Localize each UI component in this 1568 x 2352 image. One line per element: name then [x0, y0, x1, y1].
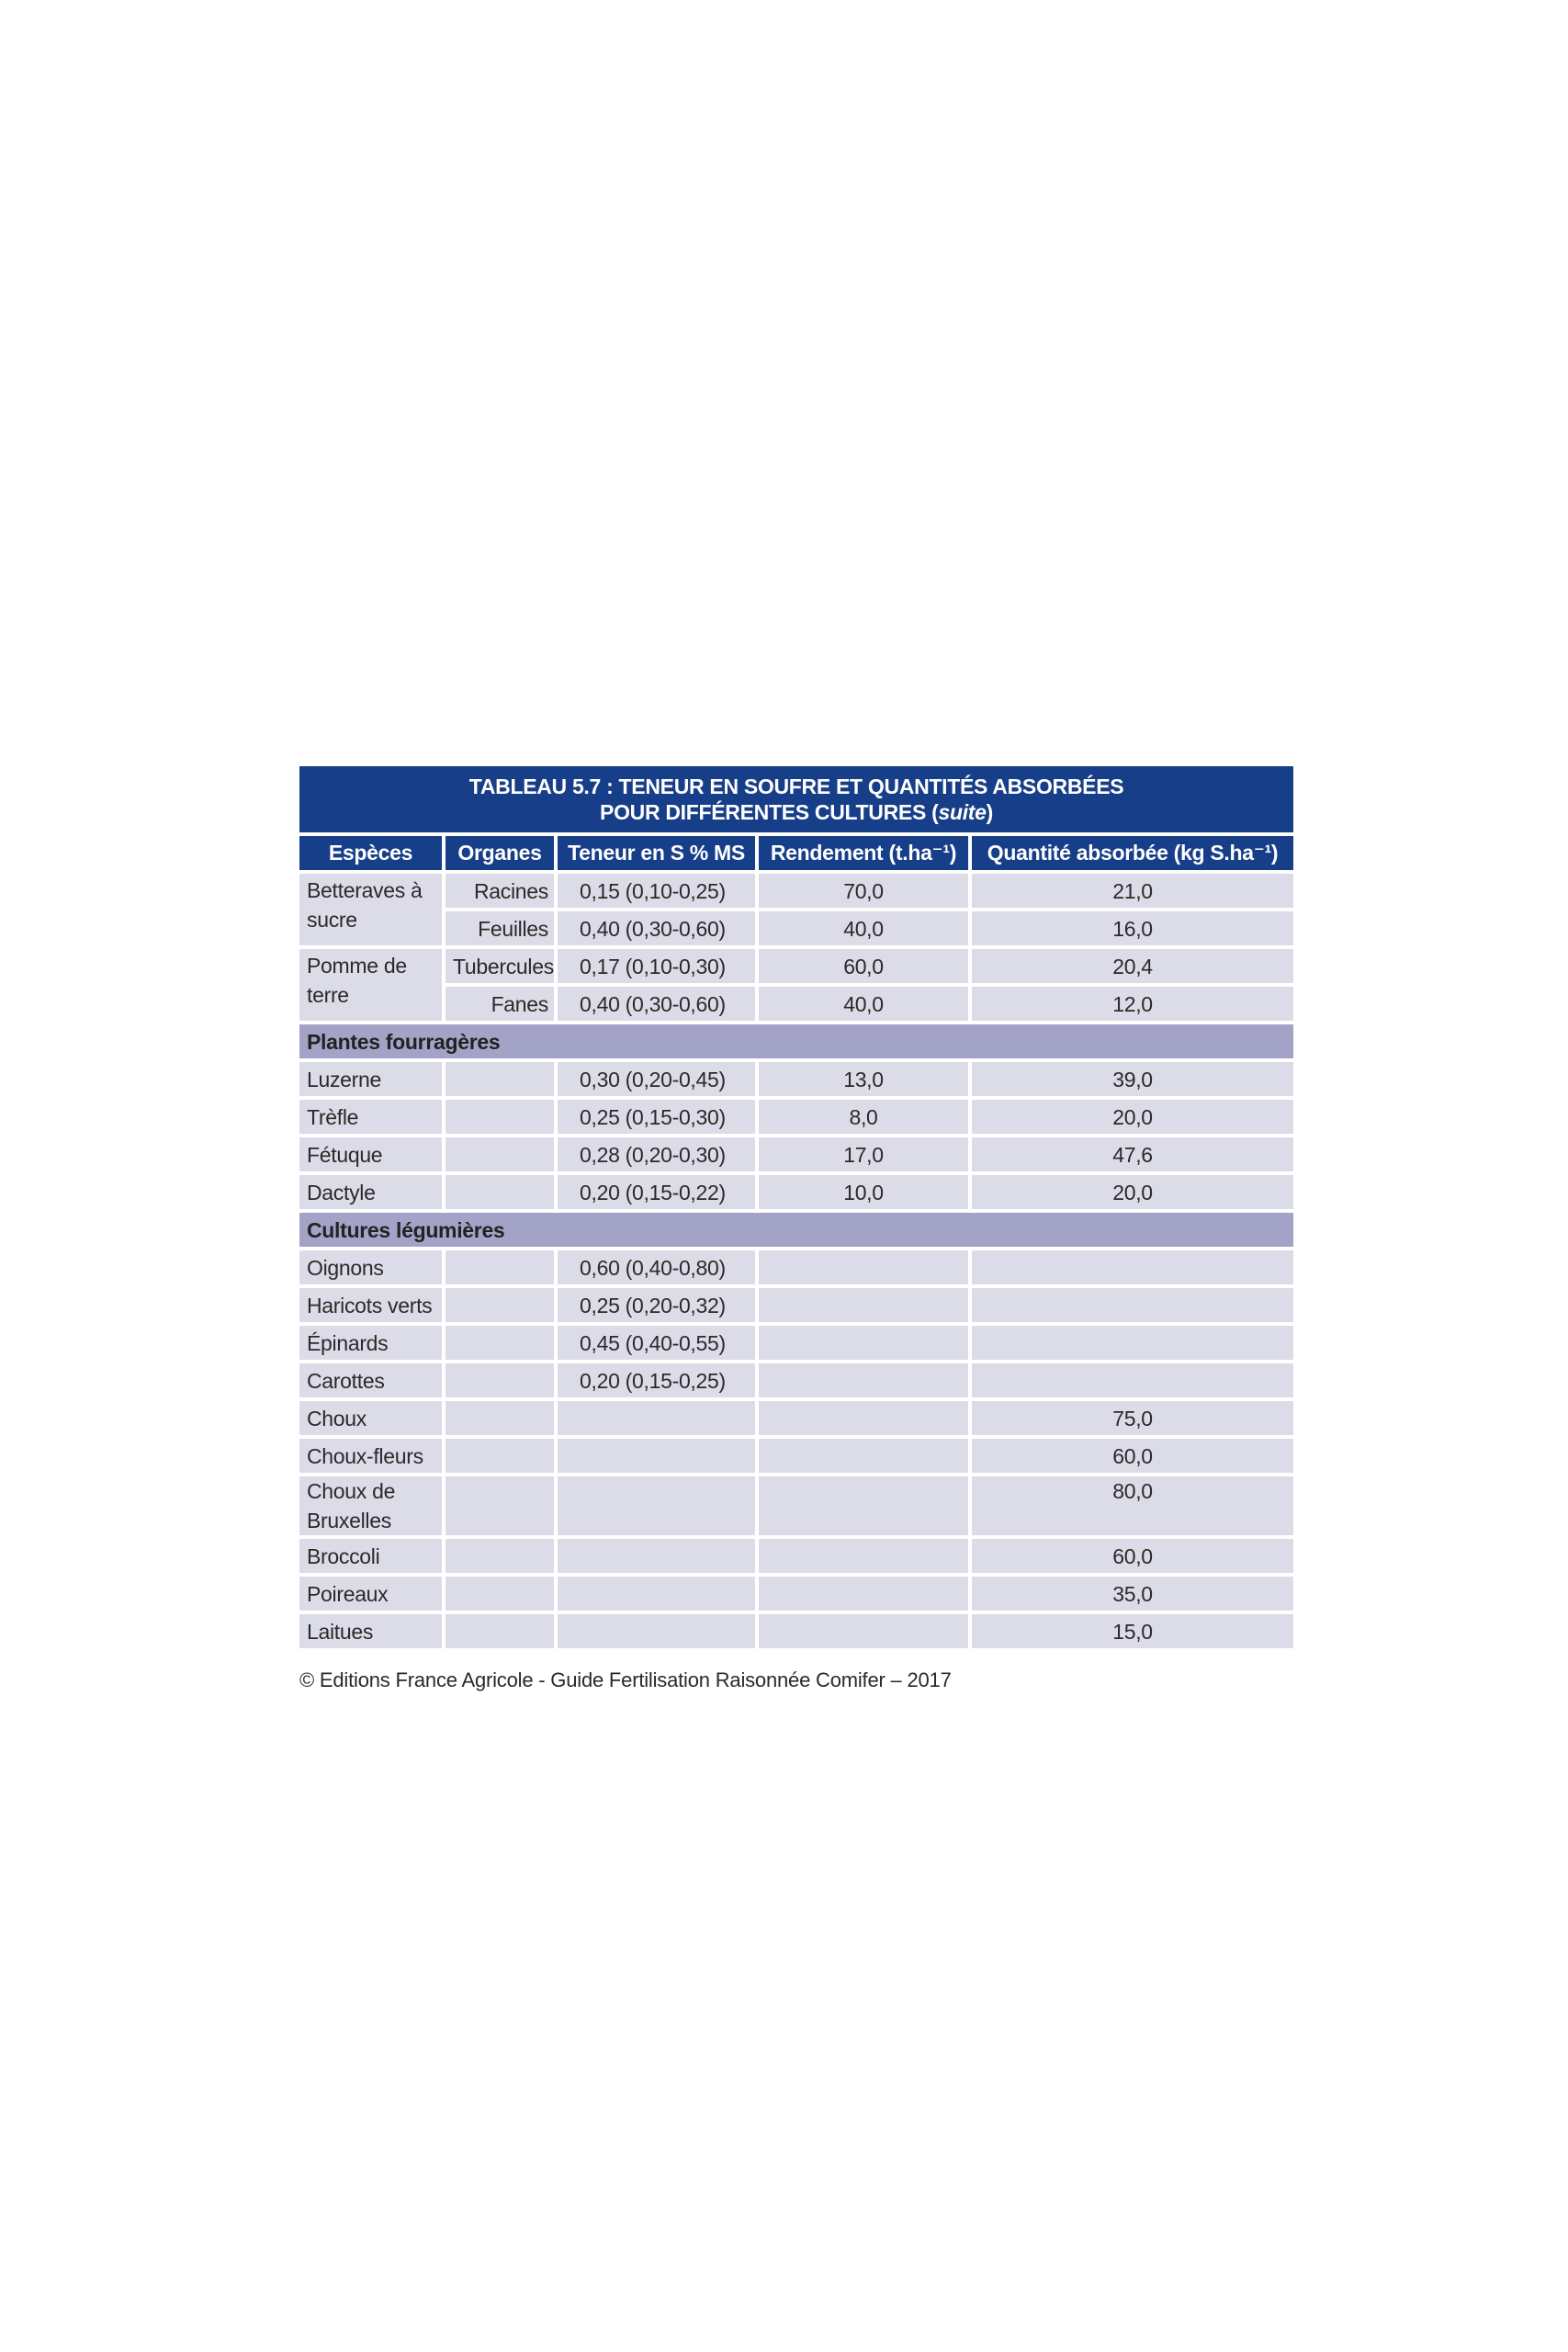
organ-cell: Racines: [446, 874, 554, 908]
species-cell: Trèfle: [299, 1100, 442, 1134]
table-title-line1: TABLEAU 5.7 : TENEUR EN SOUFRE ET QUANTITÉS ABSORBÉES: [468, 775, 1124, 798]
teneur-cell: 0,17 (0,10-0,30): [558, 949, 755, 983]
rendement-cell: 40,0: [759, 987, 968, 1021]
organ-cell: Fanes: [446, 987, 554, 1021]
table-title-line2-end: ): [986, 800, 994, 824]
rendement-cell: 70,0: [759, 874, 968, 908]
rendement-cell: [759, 1250, 968, 1284]
quantite-cell: 39,0: [972, 1062, 1293, 1096]
species-cell: Épinards: [299, 1326, 442, 1360]
organ-cell: [446, 1326, 554, 1360]
section-row-fourrageres: [299, 1024, 1293, 1058]
species-cell: Laitues: [299, 1614, 442, 1648]
col-header-teneur: Teneur en S % MS: [558, 836, 755, 870]
species-cell: Choux-fleurs: [299, 1439, 442, 1473]
rendement-cell: [759, 1614, 968, 1648]
table-row: [299, 874, 1293, 908]
quantite-cell: [972, 1363, 1293, 1397]
table-row: [299, 987, 1293, 1021]
table-row: [299, 1326, 1293, 1360]
rendement-cell: [759, 1577, 968, 1611]
rendement-cell: [759, 1363, 968, 1397]
organ-cell: Tubercules: [446, 949, 554, 983]
table-title-line2: POUR DIFFÉRENTES CULTURES (: [600, 800, 939, 824]
species-cell: Carottes: [299, 1363, 442, 1397]
teneur-cell: 0,20 (0,15-0,25): [558, 1363, 755, 1397]
quantite-cell: 15,0: [972, 1614, 1293, 1648]
species-cell: Luzerne: [299, 1062, 442, 1096]
table-row: [299, 1476, 1293, 1535]
species-cell: Oignons: [299, 1250, 442, 1284]
rendement-cell: [759, 1539, 968, 1573]
quantite-cell: [972, 1288, 1293, 1322]
quantite-cell: [972, 1250, 1293, 1284]
table-row: [299, 1250, 1293, 1284]
table-row: [299, 1539, 1293, 1573]
quantite-cell: 20,4: [972, 949, 1293, 983]
table-row: [299, 1062, 1293, 1096]
table-title-suite: suite: [938, 800, 987, 824]
copyright-credit: © Editions France Agricole - Guide Fertilisation Raisonnée Comifer – 2017: [299, 1668, 952, 1691]
species-cell: Fétuque: [299, 1137, 442, 1171]
organ-cell: [446, 1401, 554, 1435]
teneur-cell: 0,60 (0,40-0,80): [558, 1250, 755, 1284]
col-header-especes: Espèces: [299, 836, 442, 870]
quantite-cell: 80,0: [972, 1476, 1293, 1535]
teneur-cell: [558, 1439, 755, 1473]
rendement-cell: [759, 1401, 968, 1435]
quantite-cell: 20,0: [972, 1175, 1293, 1209]
teneur-cell: 0,25 (0,15-0,30): [558, 1100, 755, 1134]
quantite-cell: 16,0: [972, 911, 1293, 945]
organ-cell: [446, 1250, 554, 1284]
teneur-cell: [558, 1539, 755, 1573]
teneur-cell: 0,25 (0,20-0,32): [558, 1288, 755, 1322]
organ-cell: [446, 1363, 554, 1397]
quantite-cell: 60,0: [972, 1439, 1293, 1473]
table-row: [299, 1363, 1293, 1397]
col-header-rendement: Rendement (t.ha⁻¹): [759, 836, 968, 870]
table-title-row: [299, 766, 1293, 832]
teneur-cell: 0,40 (0,30-0,60): [558, 911, 755, 945]
species-cell: Haricots verts: [299, 1288, 442, 1322]
column-header-row: [299, 836, 1293, 870]
quantite-cell: 20,0: [972, 1100, 1293, 1134]
organ-cell: [446, 1577, 554, 1611]
quantite-cell: 12,0: [972, 987, 1293, 1021]
table-row: [299, 1175, 1293, 1209]
teneur-cell: 0,40 (0,30-0,60): [558, 987, 755, 1021]
teneur-cell: 0,15 (0,10-0,25): [558, 874, 755, 908]
table-row: [299, 1100, 1293, 1134]
organ-cell: [446, 1175, 554, 1209]
rendement-cell: 40,0: [759, 911, 968, 945]
teneur-cell: [558, 1401, 755, 1435]
teneur-cell: 0,28 (0,20-0,30): [558, 1137, 755, 1171]
species-cell: Choux: [299, 1401, 442, 1435]
rendement-cell: 10,0: [759, 1175, 968, 1209]
rendement-cell: [759, 1439, 968, 1473]
rendement-cell: [759, 1476, 968, 1535]
species-cell: Pomme de terre: [299, 949, 442, 1021]
species-cell: Dactyle: [299, 1175, 442, 1209]
quantite-cell: 75,0: [972, 1401, 1293, 1435]
table-row: [299, 1577, 1293, 1611]
quantite-cell: 60,0: [972, 1539, 1293, 1573]
species-cell: Choux de Bruxelles: [299, 1476, 442, 1535]
table-row: [299, 1288, 1293, 1322]
organ-cell: Feuilles: [446, 911, 554, 945]
col-header-quantite: Quantité absorbée (kg S.ha⁻¹): [972, 836, 1293, 870]
teneur-cell: 0,45 (0,40-0,55): [558, 1326, 755, 1360]
table-title: [299, 766, 1293, 832]
teneur-cell: [558, 1577, 755, 1611]
section-row-legumieres: [299, 1213, 1293, 1247]
quantite-cell: 47,6: [972, 1137, 1293, 1171]
species-cell: Betteraves à sucre: [299, 874, 442, 945]
table-row: [299, 1439, 1293, 1473]
teneur-cell: 0,20 (0,15-0,22): [558, 1175, 755, 1209]
species-cell: Poireaux: [299, 1577, 442, 1611]
quantite-cell: 35,0: [972, 1577, 1293, 1611]
organ-cell: [446, 1137, 554, 1171]
table-row: [299, 911, 1293, 945]
rendement-cell: [759, 1326, 968, 1360]
organ-cell: [446, 1439, 554, 1473]
table-row: [299, 1401, 1293, 1435]
organ-cell: [446, 1100, 554, 1134]
species-cell: Broccoli: [299, 1539, 442, 1573]
rendement-cell: [759, 1288, 968, 1322]
document-page: [299, 766, 1293, 1692]
col-header-organes: Organes: [446, 836, 554, 870]
rendement-cell: 17,0: [759, 1137, 968, 1171]
organ-cell: [446, 1539, 554, 1573]
section-title: Cultures légumières: [299, 1213, 1293, 1247]
rendement-cell: 8,0: [759, 1100, 968, 1134]
rendement-cell: 60,0: [759, 949, 968, 983]
teneur-cell: 0,30 (0,20-0,45): [558, 1062, 755, 1096]
quantite-cell: 21,0: [972, 874, 1293, 908]
organ-cell: [446, 1288, 554, 1322]
organ-cell: [446, 1614, 554, 1648]
organ-cell: [446, 1476, 554, 1535]
teneur-cell: [558, 1476, 755, 1535]
table-row: [299, 949, 1293, 983]
sulfur-content-table: [296, 763, 1297, 1652]
section-title: Plantes fourragères: [299, 1024, 1293, 1058]
teneur-cell: [558, 1614, 755, 1648]
organ-cell: [446, 1062, 554, 1096]
table-row: [299, 1137, 1293, 1171]
quantite-cell: [972, 1326, 1293, 1360]
rendement-cell: 13,0: [759, 1062, 968, 1096]
table-row: [299, 1614, 1293, 1648]
